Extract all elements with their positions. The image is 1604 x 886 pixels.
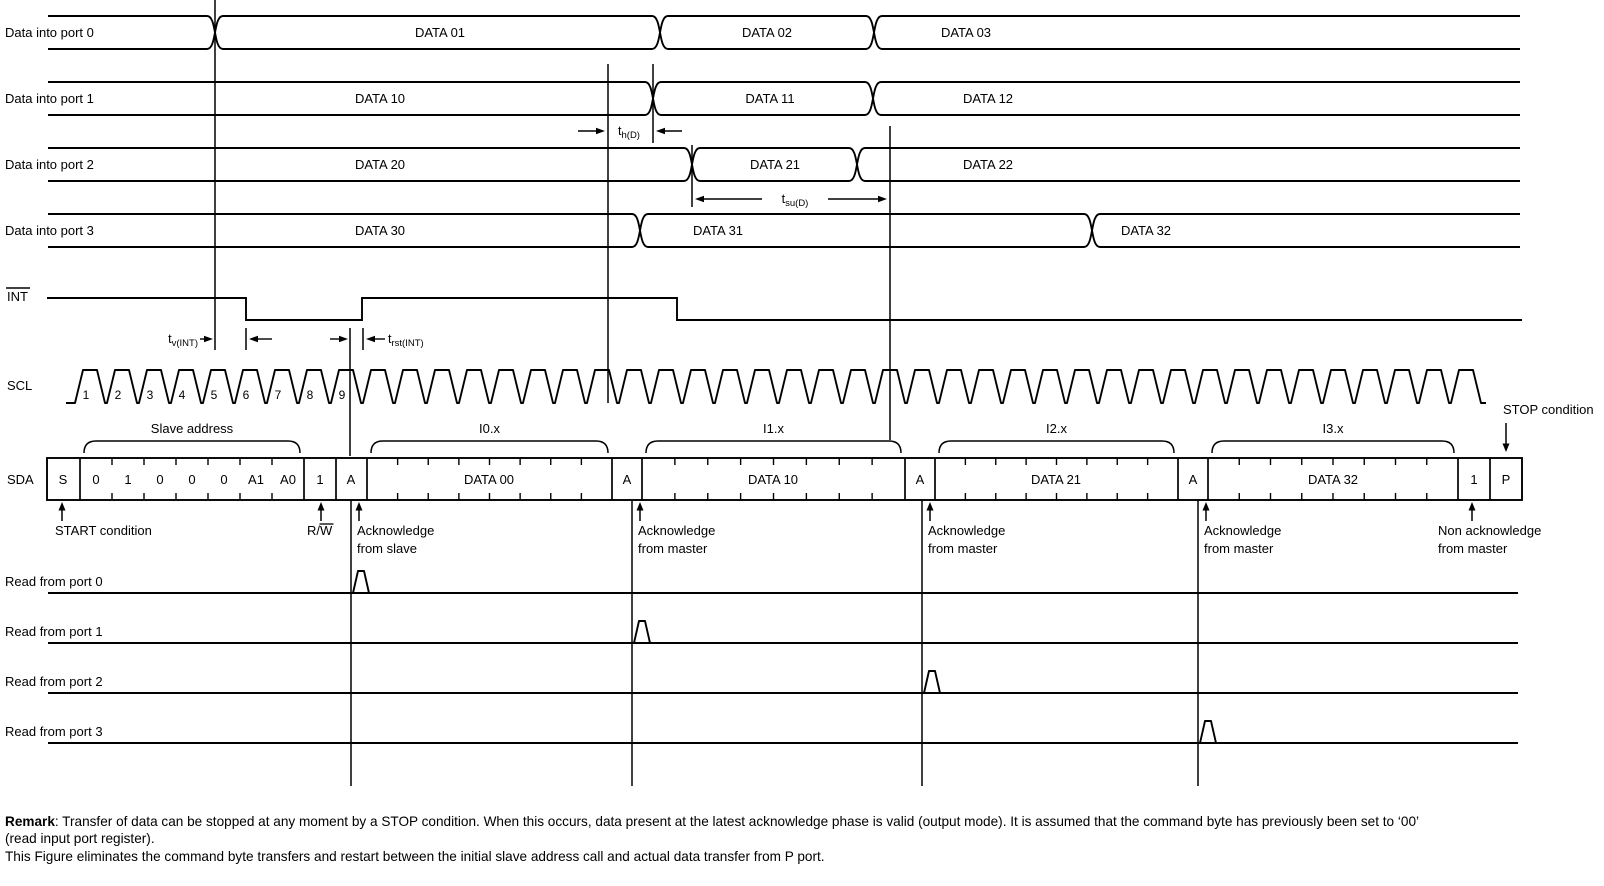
timing-parameter-label: $t_{su(D)}$ bbox=[781, 192, 809, 209]
byte-group-label: I0.x bbox=[479, 421, 500, 436]
measurement-arrowhead bbox=[596, 128, 605, 135]
bus-port-row-3 bbox=[5, 214, 1520, 247]
byte-group-brace bbox=[646, 441, 901, 453]
timing-parameter-label: $t_{h(D)}$ bbox=[618, 124, 640, 141]
ack-from-slave-arrow bbox=[356, 502, 363, 511]
timing-parameter-label: $t_{v(INT)}$ bbox=[168, 332, 198, 349]
sda-cell-label: P bbox=[1501, 472, 1511, 487]
start-condition-arrow bbox=[59, 502, 66, 511]
scl-clock-number: 2 bbox=[114, 388, 122, 402]
read-port-label: Read from port 3 bbox=[5, 724, 103, 739]
remark-line-3: This Figure eliminates the command byte transfers and restart between the initial slave address call and actual data transfer from P port. bbox=[5, 848, 825, 864]
timing-parameter-label: $t_{rst(INT)}$ bbox=[388, 332, 424, 349]
read-port-row-1 bbox=[5, 621, 1518, 643]
bus-port-row-2 bbox=[5, 148, 1520, 181]
bus-crossover bbox=[652, 16, 668, 49]
read-port-row-3 bbox=[5, 721, 1518, 743]
non-ack-from-master-arrow bbox=[1469, 502, 1476, 511]
non-ack-from-master bbox=[1438, 502, 1541, 556]
remark-line1-rest: : Transfer of data can be stopped at any moment by a STOP condition. When this occurs, data present at the latest acknowledge phase is valid (output mode). It is assumed that the command byte has previously been set to ‘00’ bbox=[54, 814, 1420, 829]
ack-from-master-3-arrow bbox=[1203, 502, 1210, 511]
stop-condition bbox=[1503, 402, 1594, 452]
sda-cell-label: 0 bbox=[156, 472, 164, 487]
sda-label: SDA bbox=[7, 472, 34, 487]
measurement-arrowhead bbox=[366, 336, 375, 343]
start-condition bbox=[55, 502, 152, 538]
read-port-label: Read from port 0 bbox=[5, 574, 103, 589]
port-row-label: Data into port 2 bbox=[5, 157, 94, 172]
bus-port-row-1 bbox=[5, 82, 1520, 115]
scl-row bbox=[7, 370, 1486, 403]
bus-segment-label: DATA 11 bbox=[745, 91, 795, 106]
remark-line-1 bbox=[5, 813, 1419, 830]
bus-segment-label: DATA 21 bbox=[749, 157, 801, 172]
read-write-arrow bbox=[318, 502, 325, 511]
byte-group-brace bbox=[84, 441, 300, 453]
bus-segment-label: DATA 30 bbox=[354, 223, 406, 238]
ack-from-master-1-label: Acknowledge bbox=[638, 523, 716, 538]
scl-clock-number: 4 bbox=[178, 388, 186, 402]
bus-crossover bbox=[849, 148, 865, 181]
stop-condition-label: STOP condition bbox=[1503, 402, 1594, 417]
byte-group-label: I2.x bbox=[1046, 421, 1067, 436]
bus-segment-label: DATA 31 bbox=[692, 223, 744, 238]
read-write bbox=[307, 502, 334, 538]
read-port-label: Read from port 2 bbox=[5, 674, 103, 689]
scl-clock-number: 5 bbox=[210, 388, 218, 402]
sda-cell-label: DATA 32 bbox=[1307, 472, 1359, 487]
measurement-arrowhead bbox=[339, 336, 348, 343]
remark-line-2: (read input port register). bbox=[5, 831, 155, 847]
sda-cell-label: A bbox=[346, 472, 356, 487]
scl-clock-number: 6 bbox=[242, 388, 250, 402]
byte-group-label: I1.x bbox=[763, 421, 784, 436]
int-waveform bbox=[47, 298, 1522, 320]
port-row-label: Data into port 0 bbox=[5, 25, 94, 40]
bus-segment-label: DATA 10 bbox=[354, 91, 406, 106]
read-pulse bbox=[353, 571, 369, 593]
bus-crossover bbox=[1084, 214, 1100, 247]
byte-group-brace bbox=[1212, 441, 1454, 453]
byte-group-brace bbox=[939, 441, 1174, 453]
ack-from-master-2-label: from master bbox=[928, 541, 998, 556]
read-port-row-0 bbox=[5, 571, 1518, 593]
ack-from-master-2-label: Acknowledge bbox=[928, 523, 1006, 538]
int-label: INT bbox=[7, 289, 28, 304]
ack-from-master-1-label: from master bbox=[638, 541, 708, 556]
read-write-label: R/W bbox=[307, 523, 333, 538]
port-row-label: Data into port 1 bbox=[5, 91, 94, 106]
read-port-label: Read from port 1 bbox=[5, 624, 103, 639]
bus-crossover bbox=[866, 16, 882, 49]
byte-group-brace bbox=[371, 441, 608, 453]
sda-cell-label: A bbox=[622, 472, 632, 487]
measurement-arrowhead bbox=[656, 128, 665, 135]
read-pulse bbox=[924, 671, 940, 693]
sda-cell-label: A1 bbox=[248, 472, 264, 487]
bus-segment-label: DATA 12 bbox=[962, 91, 1014, 106]
measurement-arrowhead bbox=[249, 336, 258, 343]
ack-from-slave-label: from slave bbox=[357, 541, 417, 556]
scl-clock-number: 1 bbox=[82, 388, 90, 402]
byte-group-label: I3.x bbox=[1322, 421, 1344, 436]
bus-segment-label: DATA 01 bbox=[414, 25, 466, 40]
measurement-arrowhead bbox=[204, 336, 213, 343]
sda-cell-label: 1 bbox=[316, 472, 324, 487]
ack-from-master-3-label: from master bbox=[1204, 541, 1274, 556]
read-port-row-2 bbox=[5, 671, 1518, 693]
remark-label: Remark bbox=[5, 814, 55, 829]
bus-segment-label: DATA 32 bbox=[1120, 223, 1172, 238]
sda-cell-label: 0 bbox=[188, 472, 196, 487]
bus-segment-label: DATA 03 bbox=[940, 25, 992, 40]
sda-cell-label: 0 bbox=[92, 472, 100, 487]
read-pulse bbox=[1200, 721, 1216, 743]
scl-clock-number: 9 bbox=[338, 388, 346, 402]
non-ack-from-master-label: Non acknowledge bbox=[1438, 523, 1542, 538]
sda-cell-label: 1 bbox=[1470, 472, 1478, 487]
scl-clock-number: 8 bbox=[306, 388, 314, 402]
sda-cell-label: DATA 21 bbox=[1030, 472, 1082, 487]
remark-text bbox=[5, 813, 1419, 865]
bus-segment-label: DATA 20 bbox=[354, 157, 406, 172]
bus-crossover bbox=[632, 214, 648, 247]
bus-segment-label: DATA 22 bbox=[962, 157, 1014, 172]
byte-group-label: Slave address bbox=[150, 421, 234, 436]
measurement-arrowhead bbox=[878, 196, 887, 203]
ack-from-master-1-arrow bbox=[637, 502, 644, 511]
ack-from-master-3-label: Acknowledge bbox=[1204, 523, 1282, 538]
ack-from-slave-label: Acknowledge bbox=[357, 523, 435, 538]
sda-cell-label: 0 bbox=[220, 472, 228, 487]
scl-clock-number: 7 bbox=[274, 388, 282, 402]
sda-cell-label: S bbox=[58, 472, 68, 487]
non-ack-from-master-label: from master bbox=[1438, 541, 1508, 556]
sda-cell-label: A bbox=[1188, 472, 1198, 487]
sda-cell-label: 1 bbox=[124, 472, 132, 487]
sda-cell-label: A0 bbox=[280, 472, 296, 487]
scl-label: SCL bbox=[7, 378, 33, 393]
stop-condition-arrow bbox=[1503, 444, 1510, 453]
bus-crossover bbox=[865, 82, 881, 115]
measurement-arrowhead bbox=[695, 196, 704, 203]
int-signal-row bbox=[6, 288, 1522, 320]
ack-from-master-2-arrow bbox=[927, 502, 934, 511]
bus-port-row-0 bbox=[5, 16, 1520, 49]
port-row-label: Data into port 3 bbox=[5, 223, 94, 238]
sda-cell-label: DATA 00 bbox=[463, 472, 515, 487]
scl-clock-number: 3 bbox=[146, 388, 154, 402]
sda-row bbox=[7, 421, 1522, 500]
bus-segment-label: DATA 02 bbox=[741, 25, 793, 40]
sda-cell-label: A bbox=[915, 472, 925, 487]
start-condition-label: START condition bbox=[55, 523, 152, 538]
read-pulse bbox=[634, 621, 650, 643]
sda-cell-label: DATA 10 bbox=[747, 472, 799, 487]
